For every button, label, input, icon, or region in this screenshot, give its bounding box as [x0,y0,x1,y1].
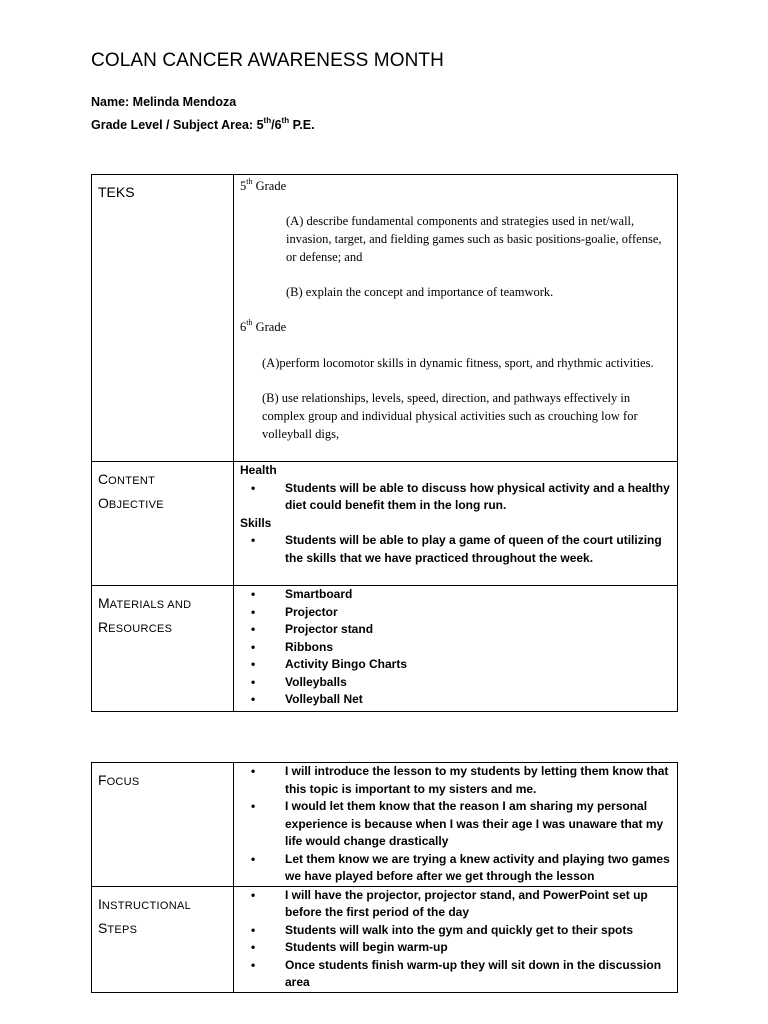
list-item: • Projector stand [240,621,671,639]
content-objective-label-line2 [98,492,227,516]
materials-label-line1 [98,592,227,616]
grade-superscript: th [281,115,290,125]
grade5-text: Grade [252,179,287,193]
grade5-sup: th [246,176,253,186]
grade5-item-b: (B) explain the concept and importance of teamwork. [286,285,554,299]
instructional-steps-row [92,886,678,992]
grade6-item-a: (A)perform locomotor skills in dynamic fitness, sport, and rhythmic activities. [262,356,654,370]
instructional-steps-list [240,887,671,992]
teks-row [92,175,678,462]
lesson-plan-table-1 [91,174,678,712]
label-initial: R [98,619,109,635]
focus-cell [234,763,678,887]
document-title: COLAN CANCER AWARENESS MONTH [91,50,444,71]
grade-level-mid: /6 [271,118,282,132]
focus-label-cell [92,763,234,887]
grade5-item-a: (A) describe fundamental components and strategies used in net/wall, invasion, target, and fielding games such as basic positions-goalie, offense, or defense; and [286,214,662,264]
list-item: • I will have the projector, projector stand, and PowerPoint set up before the first period of the day [240,887,671,922]
grade5-heading [240,175,671,195]
teks-label-cell [92,175,234,462]
teks-content-cell [234,175,678,462]
grade6-text: Grade [252,320,287,334]
list-item: • Activity Bingo Charts [240,656,671,674]
label-initial: C [98,471,109,487]
materials-label-line2 [98,616,227,640]
grade-superscript: th [263,115,272,125]
materials-cell [234,586,678,712]
list-item: • Let them know we are trying a knew activity and playing two games we have played before after we get through the lesson [240,851,671,886]
content-objective-cell [234,462,678,586]
lesson-plan-table-2 [91,762,678,993]
health-list [240,480,671,515]
list-item: • Smartboard [240,586,671,604]
list-item: • Students will be able to discuss how physical activity and a healthy diet could benefit them in the long run. [240,480,671,515]
list-item: • Once students finish warm-up they will sit down in the discussion area [240,957,671,992]
focus-row [92,763,678,887]
list-item: • Students will walk into the gym and quickly get to their spots [240,922,671,940]
skills-heading: Skills [240,515,272,530]
focus-list [240,763,671,886]
list-item: • Volleyballs [240,674,671,692]
grade6-item-b: (B) use relationships, levels, speed, direction, and pathways effectively in complex group and individual physical activities such as crouching low for volleyball digs, [262,391,638,441]
list-item: • I would let them know that the reason I am sharing my personal experience is because when I was their age I was unaware that my life would change drastically [240,798,671,851]
name-line: Name: Melinda Mendoza [91,95,237,109]
grade6-heading [240,318,671,336]
label-rest: ESOURCES [108,623,173,635]
grade6-sup: th [246,317,253,327]
grade5-number: 5 [240,179,247,193]
content-objective-label-line1 [98,468,227,492]
label-initial: M [98,595,110,611]
teks-label: TEKS [98,184,135,200]
list-item: • Ribbons [240,639,671,657]
label-rest: OCUS [106,776,140,788]
label-rest: ONTENT [108,475,156,487]
label-rest: NSTRUCTIONAL [101,899,192,912]
instructional-steps-label-line2 [98,917,227,941]
list-item: • Projector [240,604,671,622]
list-item: • Students will be able to play a game of queen of the court utilizing the skills that we have practiced throughout the week. [240,532,671,567]
list-item: • Students will begin warm-up [240,939,671,957]
focus-label [98,769,227,793]
instructional-steps-label-cell [92,886,234,992]
instructional-steps-label-line1 [98,893,227,917]
list-item: • Volleyball Net [240,691,671,709]
grade-level-line [91,115,315,132]
materials-label-cell [92,586,234,712]
grade6-number: 6 [240,320,247,334]
instructional-steps-cell [234,886,678,992]
label-initial: F [98,772,107,788]
list-item: • I will introduce the lesson to my students by letting them know that this topic is important to my sisters and me. [240,763,671,798]
materials-row [92,586,678,712]
content-objective-row [92,462,678,586]
skills-list [240,532,671,567]
label-initial: I [98,895,102,912]
content-objective-label-cell [92,462,234,586]
health-heading: Health [240,463,277,477]
label-initial: O [98,495,109,511]
label-rest: ATERIALS AND [109,599,192,611]
label-initial: S [98,919,108,936]
materials-list [240,586,671,709]
label-rest: BJECTIVE [108,499,164,511]
label-rest: TEPS [107,923,138,936]
grade-level-suffix: P.E. [289,118,315,132]
grade-level-prefix: Grade Level / Subject Area: 5 [91,118,264,132]
